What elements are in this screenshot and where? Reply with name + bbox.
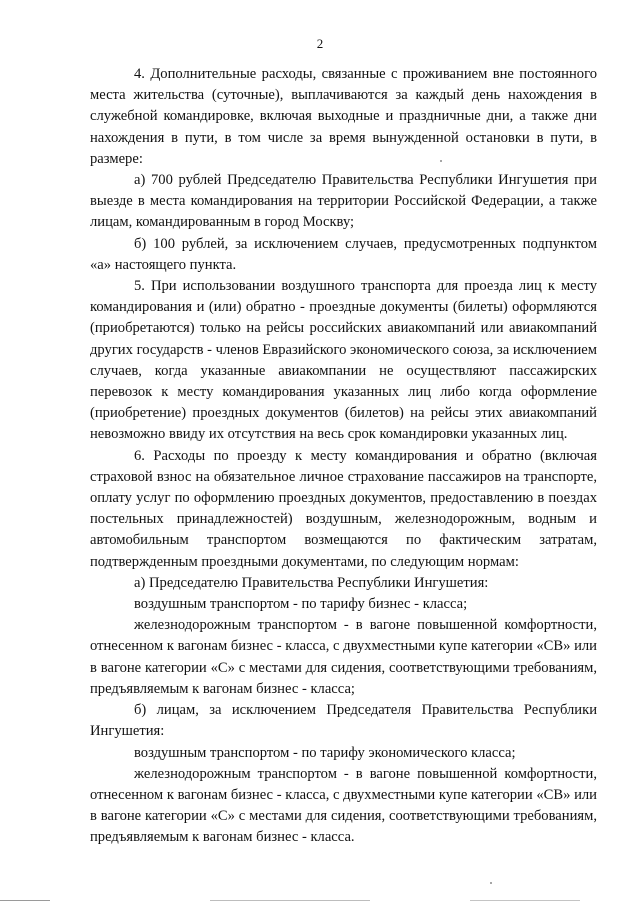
paragraph-4: 4. Дополнительные расходы, связанные с проживанием вне постоянного места жительства (суточные), выплачиваются за каждый день нахождения в служебной командировке, включая выходные и праздничные дни, а также дни нахождения в пути, в том числе за время вынужденной остановки в пути, в размере: xyxy=(90,66,597,167)
scan-artifact xyxy=(0,900,50,901)
document-body xyxy=(90,64,597,849)
page-number: 2 xyxy=(316,36,324,51)
paragraph-6b: б) лицам, за исключением Председателя Правительства Республики Ингушетия: xyxy=(90,702,597,740)
paragraph-6: 6. Расходы по проезду к месту командирования и обратно (включая страховой взнос на обязательное личное страхование пассажиров на транспорте, оплату услуг по оформлению проездных документов, предоставлению в поездах постельных принадлежностей) воздушным, железнодорожным, водным и автомобильным транспортом возмещаются по фактическим затратам, подтвержденным проездными документами, по следующим нормам: xyxy=(90,447,597,570)
paragraph-5: 5. При использовании воздушного транспорта для проезда лиц к месту командирования и (или) обратно - проездные документы (билеты) оформляются (приобретаются) только на рейсы российских авиакомпаний или авиакомпаний других государств - членов Евразийского экономического союза, за исключением случаев, когда указанные авиакомпании не осуществляют пассажирских перевозок к месту командирования указанных лиц либо когда оформление (приобретение) проездных документов (билетов) на рейсы этих авиакомпаний невозможно ввиду их отсутствия на весь срок командировки указанных лиц. xyxy=(90,278,597,443)
scan-artifact xyxy=(440,160,442,162)
paragraph-6a-air: воздушным транспортом - по тарифу бизнес - класса; xyxy=(134,596,468,613)
scan-artifact xyxy=(470,900,580,901)
paragraph-6b-air: воздушным транспортом - по тарифу экономического класса; xyxy=(134,744,516,761)
paragraph-4b: б) 100 рублей, за исключением случаев, предусмотренных подпунктом «а» настоящего пункта. xyxy=(90,235,597,273)
scan-artifact xyxy=(490,882,492,884)
scan-artifact xyxy=(210,900,370,901)
paragraph-6a: а) Председателю Правительства Республики Ингушетия: xyxy=(134,574,489,591)
paragraph-6b-rail: железнодорожным транспортом - в вагоне повышенной комфортности, отнесенном к вагонам бизнес - класса, с двухместными купе категории «СВ» или в вагоне категории «С» с местами для сидения, соответствующими требованиям, предъявляемым к вагонам бизнес - класса. xyxy=(90,765,597,846)
paragraph-6a-rail: железнодорожным транспортом - в вагоне повышенной комфортности, отнесенном к вагонам бизнес - класса, с двухместными купе категории «СВ» или в вагоне категории «С» с местами для сидения, соответствующими требованиям, предъявляемым к вагонам бизнес - класса; xyxy=(90,617,597,697)
paragraph-4a: а) 700 рублей Председателю Правительства Республики Ингушетия при выезде в места командирования на территории Российской Федерации, а также лицам, командированным в город Москву; xyxy=(90,172,597,231)
